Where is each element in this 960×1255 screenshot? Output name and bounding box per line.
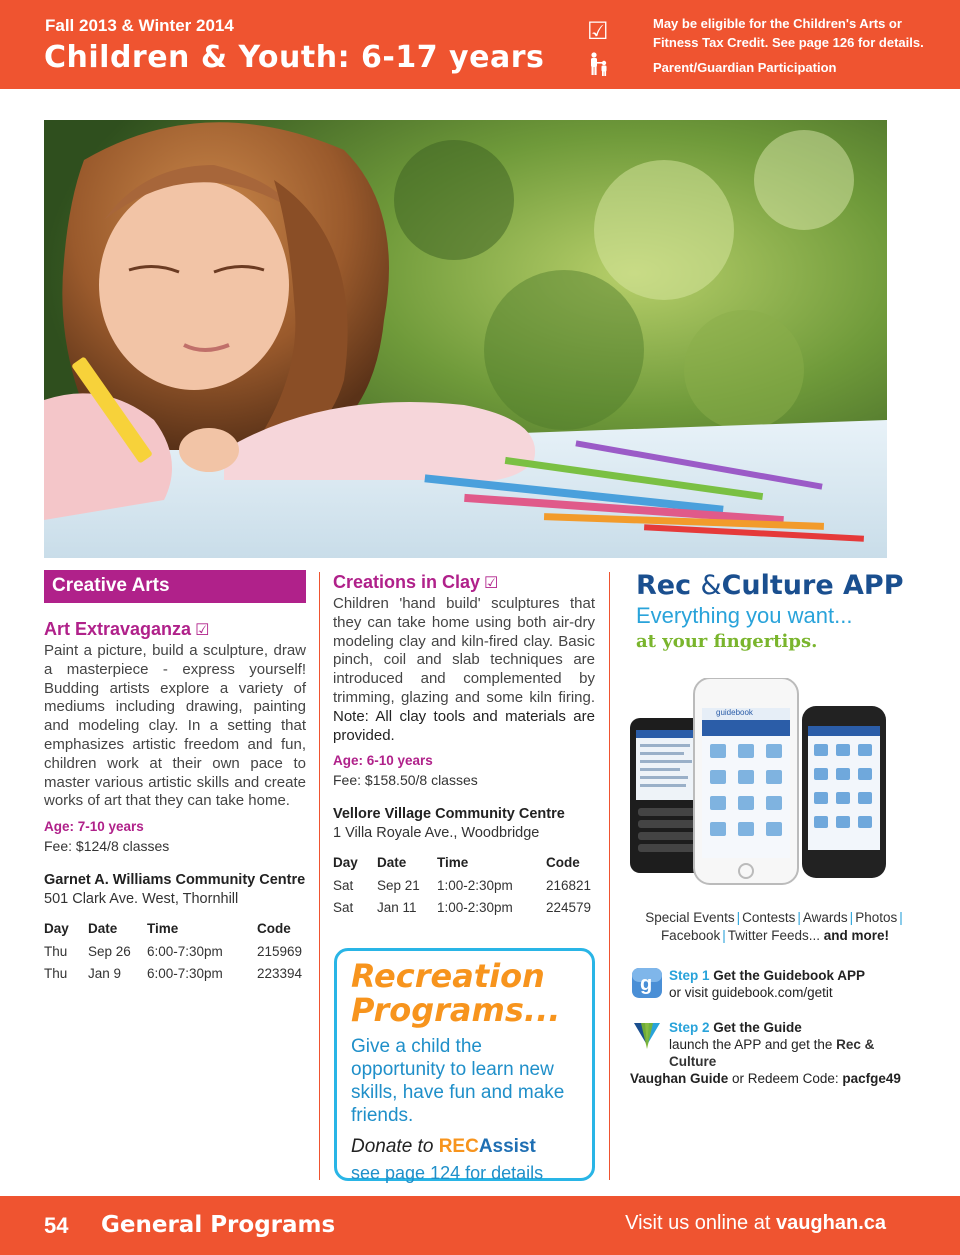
cell-time: 6:00-7:30pm — [147, 966, 223, 982]
table-row — [333, 876, 595, 898]
program-description: Paint a picture, build a sculpture, draw a masterpiece - express yourself! Budding artists explore a variety of mediums including drawing, painting and modeling clay. In a setting that emphasizes artistic freedom and fun, children work at their own pace to master various artistic skills and create works of art that they can take home. — [44, 642, 306, 810]
hero-photo-girl-drawing — [44, 120, 887, 558]
rec-box-donate-line — [351, 1136, 578, 1158]
features-more: and more! — [823, 928, 890, 943]
rec-box-see-page: see page 124 for details — [351, 1163, 544, 1183]
location-name: Garnet A. Williams Community Centre — [44, 872, 306, 889]
step-2 — [630, 1019, 920, 1070]
program-fee: Fee: $124/8 classes — [44, 838, 170, 855]
program-title-text: Creations in Clay — [333, 572, 481, 592]
column-app-promo — [630, 570, 920, 1087]
step-1 — [630, 967, 920, 1001]
cell-day: Thu — [44, 966, 68, 982]
col-header-day: Day — [333, 855, 358, 871]
cell-day: Sat — [333, 878, 354, 894]
donate-prefix: Donate to — [351, 1136, 434, 1157]
rec-box-heading-line2: Programs... — [351, 991, 561, 1029]
cell-code: 215969 — [257, 944, 303, 960]
step2-instruction-a: launch the APP and get the — [669, 1037, 833, 1052]
column-divider — [609, 572, 610, 1180]
visit-prefix: Visit us online at — [625, 1212, 771, 1234]
phone-app-brand: guidebook — [716, 708, 753, 717]
rec-box-heading-line1: Recreation — [351, 957, 545, 995]
cell-date: Sep 21 — [377, 878, 420, 894]
step2-redeem-code: pacfge49 — [842, 1071, 901, 1086]
feature-item: Photos — [855, 910, 898, 925]
location-name: Vellore Village Community Centre — [333, 806, 565, 823]
program-description-text: Children 'hand build' sculptures that they can take home using both air-dry modeling clay and kiln-fired clay. Basic pinch, coil and slab techniques are introduced and complemented by trimming, glazing and some kiln firing. — [333, 595, 595, 706]
column-creative-arts — [44, 570, 306, 986]
schedule-header-row — [333, 853, 595, 876]
location-address: 1 Villa Royale Ave., Woodbridge — [333, 825, 540, 842]
location-address: 501 Clark Ave. West, Thornhill — [44, 891, 239, 908]
app-title-rec: Rec — [636, 570, 692, 601]
col-header-date: Date — [88, 921, 118, 937]
feature-item: Facebook — [660, 928, 721, 943]
feature-item: Twitter Feeds... — [727, 928, 821, 943]
tax-credit-note: May be eligible for the Children's Arts or Fitness Tax Credit. See page 126 for details. — [653, 16, 924, 50]
page-header — [0, 0, 960, 89]
legend-text — [653, 14, 943, 77]
rec-assist-logo-rec: REC — [438, 1136, 479, 1157]
cell-code: 224579 — [546, 900, 592, 916]
cell-time: 1:00-2:30pm — [437, 878, 513, 894]
season-label: Fall 2013 & Winter 2014 — [45, 16, 234, 35]
schedule-table — [44, 919, 306, 986]
cell-date: Jan 9 — [88, 966, 122, 982]
guidebook-app-icon — [631, 967, 663, 999]
col-header-date: Date — [377, 855, 407, 871]
step2-instruction-b: Rec & Culture — [669, 1037, 875, 1069]
step2-guide-name: Vaughan Guide — [630, 1071, 729, 1086]
footer-section-title: General Programs — [101, 1212, 336, 1238]
column-divider — [319, 572, 320, 1180]
program-age: Age: 7-10 years — [44, 819, 144, 835]
program-title-text: Art Extravaganza — [44, 619, 192, 639]
program-title-creations-in-clay — [333, 572, 595, 593]
vaughan-logo-icon — [631, 1019, 663, 1051]
hero-photo-illustration — [44, 120, 887, 558]
step2-number: Step 2 — [669, 1020, 710, 1035]
app-subtitle: Everything you want... — [636, 603, 853, 628]
section-title-bar: Creative Arts — [44, 570, 306, 603]
parent-participation-note: Parent/Guardian Participation — [653, 60, 837, 75]
cell-time: 6:00-7:30pm — [147, 944, 223, 960]
col-header-time: Time — [437, 855, 469, 871]
step1-title: Get the Guidebook APP — [713, 968, 866, 983]
app-title-amp: & — [700, 570, 722, 601]
parent-child-icon — [587, 52, 611, 76]
cell-code: 223394 — [257, 966, 303, 982]
tax-credit-checkbox-icon: ☑ — [484, 575, 499, 592]
rec-box-message: Give a child the opportunity to learn new skills, have fun and make friends. — [351, 1036, 565, 1126]
feature-item: Special Events — [645, 910, 735, 925]
step2-title: Get the Guide — [713, 1020, 802, 1035]
col-header-day: Day — [44, 921, 69, 937]
column-creations-in-clay — [333, 556, 595, 920]
col-header-code: Code — [546, 855, 580, 871]
schedule-table — [333, 853, 595, 920]
page-footer — [0, 1196, 960, 1255]
svg-text:g: g — [640, 973, 653, 995]
feature-item: Awards — [802, 910, 848, 925]
step1-instruction: or visit guidebook.com/getit — [669, 985, 833, 1000]
cell-day: Sat — [333, 900, 354, 916]
checkbox-icon: ☑ — [587, 18, 609, 45]
feature-item: Contests — [742, 910, 796, 925]
app-features-list: Special Events | Contests | Awards | Photos | Facebook | Twitter Feeds... and more! — [645, 910, 903, 943]
rec-assist-donation-box — [334, 948, 595, 1181]
website-link[interactable]: vaughan.ca — [775, 1212, 886, 1234]
cell-code: 216821 — [546, 878, 592, 894]
step2-code-line — [630, 1070, 920, 1087]
smartphones-illustration — [630, 678, 920, 893]
col-header-time: Time — [147, 921, 179, 937]
program-note: Note: All clay tools and materials are provided. — [333, 707, 595, 744]
cell-day: Thu — [44, 944, 68, 960]
step2-redeem-label: or Redeem Code: — [732, 1071, 839, 1086]
table-row — [44, 964, 306, 986]
page-title: Children & Youth: 6-17 years — [44, 40, 545, 75]
table-row — [333, 898, 595, 920]
program-fee: Fee: $158.50/8 classes — [333, 772, 478, 789]
cell-date: Sep 26 — [88, 944, 131, 960]
app-title-rest: Culture APP — [721, 570, 904, 601]
tax-credit-checkbox-icon: ☑ — [195, 622, 210, 639]
phones-graphic — [630, 678, 890, 893]
page-number: 54 — [44, 1213, 69, 1238]
app-promo-title — [636, 570, 920, 601]
program-age: Age: 6-10 years — [333, 753, 433, 769]
schedule-header-row — [44, 919, 306, 942]
legend-icons — [587, 20, 611, 76]
table-row — [44, 942, 306, 964]
rec-assist-logo-assist: Assist — [478, 1136, 536, 1157]
program-title-art-extravaganza — [44, 619, 306, 640]
program-description — [333, 595, 595, 745]
cell-time: 1:00-2:30pm — [437, 900, 513, 916]
step1-number: Step 1 — [669, 968, 710, 983]
app-tagline: at your fingertips. — [636, 631, 818, 652]
footer-website — [625, 1212, 886, 1235]
cell-date: Jan 11 — [377, 900, 417, 916]
col-header-code: Code — [257, 921, 291, 937]
